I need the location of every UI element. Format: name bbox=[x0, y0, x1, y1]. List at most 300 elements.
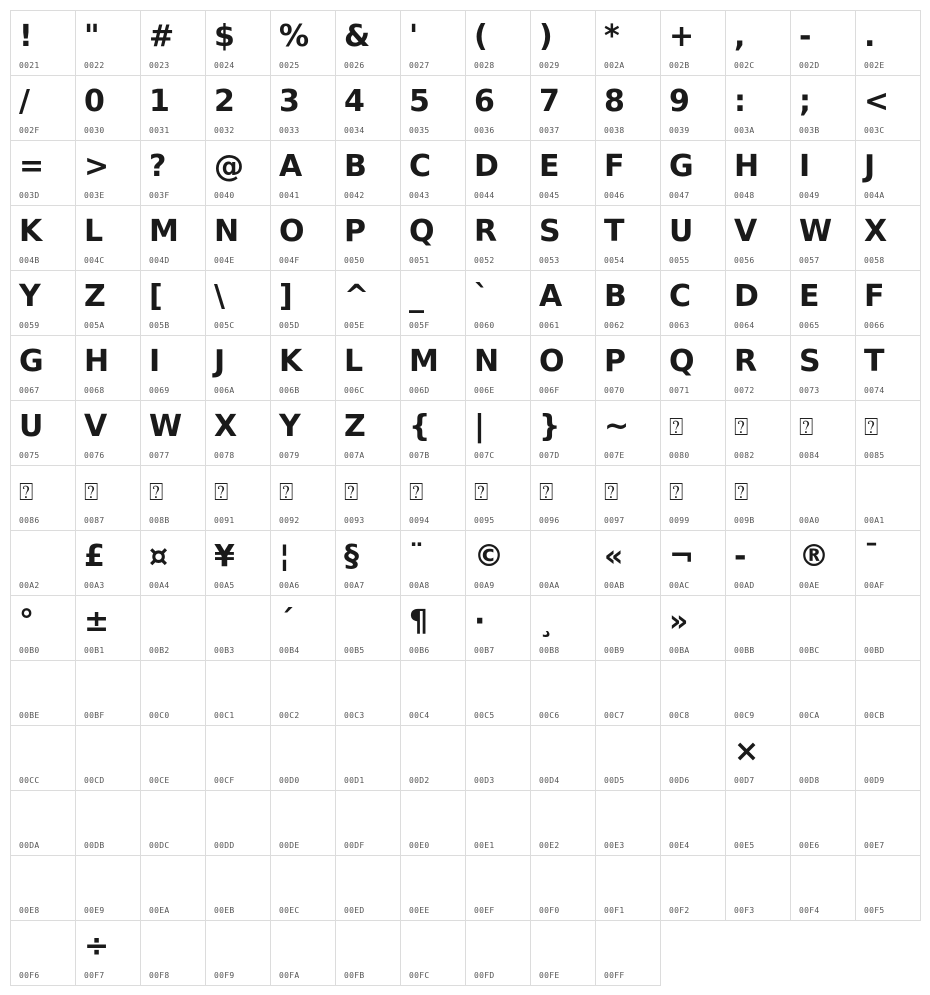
glyph-preview: « bbox=[604, 539, 624, 574]
glyph-preview: T bbox=[864, 344, 885, 379]
glyph-code-label: 0023 bbox=[149, 61, 170, 70]
glyph-preview: K bbox=[279, 344, 303, 379]
glyph-code-label: 00CE bbox=[149, 776, 170, 785]
glyph-preview: 3 bbox=[279, 84, 300, 119]
glyph-preview: T bbox=[604, 214, 625, 249]
glyph-preview: < bbox=[864, 84, 890, 119]
glyph-code-label: 0059 bbox=[19, 321, 40, 330]
glyph-cell bbox=[660, 205, 726, 271]
glyph-code-label: 00BF bbox=[84, 711, 105, 720]
glyph-preview: { bbox=[409, 409, 431, 444]
glyph-code-label: 00E2 bbox=[539, 841, 560, 850]
glyph-cell bbox=[270, 400, 336, 466]
glyph-code-label: 00B5 bbox=[344, 646, 365, 655]
glyph-code-label: 00EB bbox=[214, 906, 235, 915]
glyph-code-label: 0080 bbox=[669, 451, 690, 460]
glyph-code-label: 00B6 bbox=[409, 646, 430, 655]
glyph-cell bbox=[140, 920, 206, 986]
glyph-code-label: 00A7 bbox=[344, 581, 365, 590]
glyph-cell bbox=[855, 10, 921, 76]
glyph-cell bbox=[140, 205, 206, 271]
glyph-cell bbox=[725, 465, 791, 531]
glyph-code-label: 00CF bbox=[214, 776, 235, 785]
glyph-code-label: 005E bbox=[344, 321, 365, 330]
glyph-code-label: 0077 bbox=[149, 451, 170, 460]
glyph-cell bbox=[10, 530, 76, 596]
glyph-cell bbox=[400, 140, 466, 206]
glyph-code-label: 00C4 bbox=[409, 711, 430, 720]
glyph-code-label: 0068 bbox=[84, 386, 105, 395]
glyph-code-label: 0040 bbox=[214, 191, 235, 200]
glyph-cell bbox=[335, 920, 401, 986]
glyph-code-label: 00ED bbox=[344, 906, 365, 915]
glyph-preview: ⍰ bbox=[604, 478, 619, 506]
glyph-preview: " bbox=[84, 19, 100, 54]
glyph-cell bbox=[660, 790, 726, 856]
glyph-preview: C bbox=[409, 149, 432, 184]
glyph-code-label: 00D5 bbox=[604, 776, 625, 785]
glyph-cell bbox=[790, 270, 856, 336]
glyph-preview: 0 bbox=[84, 84, 105, 119]
glyph-preview: ⍰ bbox=[344, 478, 359, 506]
glyph-code-label: 0055 bbox=[669, 256, 690, 265]
glyph-preview: H bbox=[84, 344, 110, 379]
glyph-cell bbox=[660, 335, 726, 401]
glyph-preview: ~ bbox=[604, 409, 630, 444]
glyph-code-label: 00F4 bbox=[799, 906, 820, 915]
glyph-code-label: 0072 bbox=[734, 386, 755, 395]
glyph-cell bbox=[530, 790, 596, 856]
glyph-cell bbox=[335, 530, 401, 596]
glyph-preview: I bbox=[799, 149, 811, 184]
glyph-code-label: 0084 bbox=[799, 451, 820, 460]
glyph-cell bbox=[465, 920, 531, 986]
glyph-code-label: 005B bbox=[149, 321, 170, 330]
glyph-preview: ⍰ bbox=[474, 478, 489, 506]
glyph-code-label: 0043 bbox=[409, 191, 430, 200]
glyph-preview: ¬ bbox=[669, 539, 695, 574]
glyph-code-label: 00F1 bbox=[604, 906, 625, 915]
glyph-code-label: 005F bbox=[409, 321, 430, 330]
glyph-preview: F bbox=[864, 279, 885, 314]
glyph-code-label: 00DE bbox=[279, 841, 300, 850]
glyph-preview: ⍰ bbox=[539, 478, 554, 506]
glyph-cell bbox=[660, 660, 726, 726]
glyph-cell bbox=[855, 75, 921, 141]
glyph-cell bbox=[335, 660, 401, 726]
glyph-preview: _ bbox=[409, 279, 424, 314]
glyph-cell bbox=[660, 530, 726, 596]
glyph-code-label: 00EC bbox=[279, 906, 300, 915]
glyph-cell bbox=[790, 660, 856, 726]
glyph-cell bbox=[855, 530, 921, 596]
glyph-preview: ¥ bbox=[214, 539, 235, 574]
glyph-cell bbox=[660, 595, 726, 661]
glyph-code-label: 0026 bbox=[344, 61, 365, 70]
glyph-preview: V bbox=[84, 409, 108, 444]
glyph-code-label: 00B8 bbox=[539, 646, 560, 655]
glyph-code-label: 00C2 bbox=[279, 711, 300, 720]
glyph-cell bbox=[205, 855, 271, 921]
glyph-cell bbox=[465, 205, 531, 271]
glyph-cell bbox=[270, 335, 336, 401]
glyph-cell bbox=[595, 790, 661, 856]
glyph-preview: ⍰ bbox=[669, 413, 684, 441]
glyph-code-label: 0093 bbox=[344, 516, 365, 525]
glyph-cell bbox=[660, 75, 726, 141]
glyph-code-label: 0092 bbox=[279, 516, 300, 525]
glyph-code-label: 004A bbox=[864, 191, 885, 200]
glyph-code-label: 0033 bbox=[279, 126, 300, 135]
glyph-cell bbox=[400, 400, 466, 466]
glyph-cell bbox=[660, 140, 726, 206]
glyph-code-label: 005A bbox=[84, 321, 105, 330]
glyph-preview: . bbox=[864, 19, 876, 54]
glyph-code-label: 0079 bbox=[279, 451, 300, 460]
glyph-cell bbox=[530, 725, 596, 791]
glyph-code-label: 0042 bbox=[344, 191, 365, 200]
glyph-cell bbox=[270, 595, 336, 661]
glyph-cell bbox=[270, 205, 336, 271]
glyph-preview: Q bbox=[409, 214, 435, 249]
glyph-preview: > bbox=[84, 149, 110, 184]
glyph-code-label: 004B bbox=[19, 256, 40, 265]
glyph-cell bbox=[75, 530, 141, 596]
glyph-cell bbox=[75, 10, 141, 76]
glyph-preview: | bbox=[474, 409, 485, 444]
glyph-cell bbox=[595, 270, 661, 336]
glyph-cell bbox=[10, 10, 76, 76]
glyph-preview: ® bbox=[799, 539, 829, 574]
glyph-cell bbox=[205, 530, 271, 596]
glyph-code-label: 00F2 bbox=[669, 906, 690, 915]
glyph-code-label: 00F3 bbox=[734, 906, 755, 915]
glyph-preview: ÷ bbox=[84, 929, 110, 964]
glyph-code-label: 00F5 bbox=[864, 906, 885, 915]
glyph-code-label: 00CB bbox=[864, 711, 885, 720]
glyph-code-label: 0046 bbox=[604, 191, 625, 200]
glyph-cell bbox=[10, 660, 76, 726]
glyph-cell bbox=[335, 140, 401, 206]
glyph-code-label: 0054 bbox=[604, 256, 625, 265]
glyph-code-label: 002F bbox=[19, 126, 40, 135]
glyph-code-label: 00A8 bbox=[409, 581, 430, 590]
glyph-code-label: 0066 bbox=[864, 321, 885, 330]
glyph-cell bbox=[855, 465, 921, 531]
glyph-cell bbox=[855, 205, 921, 271]
glyph-code-label: 0075 bbox=[19, 451, 40, 460]
glyph-cell bbox=[335, 465, 401, 531]
glyph-cell bbox=[790, 530, 856, 596]
glyph-code-label: 0062 bbox=[604, 321, 625, 330]
glyph-preview: P bbox=[344, 214, 366, 249]
glyph-cell bbox=[140, 270, 206, 336]
glyph-code-label: 005D bbox=[279, 321, 300, 330]
glyph-cell bbox=[270, 465, 336, 531]
glyph-code-label: 003D bbox=[19, 191, 40, 200]
glyph-code-label: 0076 bbox=[84, 451, 105, 460]
glyph-code-label: 00F9 bbox=[214, 971, 235, 980]
glyph-preview: ¤ bbox=[149, 539, 169, 574]
glyph-cell bbox=[855, 855, 921, 921]
glyph-code-label: 00E1 bbox=[474, 841, 495, 850]
glyph-preview: U bbox=[19, 409, 44, 444]
glyph-code-label: 00FA bbox=[279, 971, 300, 980]
glyph-cell bbox=[465, 790, 531, 856]
glyph-preview: P bbox=[604, 344, 626, 379]
glyph-code-label: 0053 bbox=[539, 256, 560, 265]
glyph-cell bbox=[595, 595, 661, 661]
glyph-cell bbox=[75, 790, 141, 856]
glyph-code-label: 004C bbox=[84, 256, 105, 265]
glyph-preview: : bbox=[734, 84, 746, 119]
glyph-cell bbox=[855, 660, 921, 726]
glyph-code-label: 0070 bbox=[604, 386, 625, 395]
glyph-code-label: 00C8 bbox=[669, 711, 690, 720]
glyph-preview: W bbox=[149, 409, 183, 444]
glyph-code-label: 002D bbox=[799, 61, 820, 70]
glyph-cell bbox=[465, 530, 531, 596]
glyph-code-label: 003B bbox=[799, 126, 820, 135]
glyph-cell bbox=[465, 75, 531, 141]
glyph-cell bbox=[855, 335, 921, 401]
glyph-cell bbox=[270, 660, 336, 726]
glyph-cell bbox=[75, 205, 141, 271]
glyph-cell bbox=[400, 205, 466, 271]
glyph-cell bbox=[530, 660, 596, 726]
glyph-code-label: 0047 bbox=[669, 191, 690, 200]
glyph-preview: 8 bbox=[604, 84, 625, 119]
glyph-cell bbox=[660, 10, 726, 76]
glyph-code-label: 00B9 bbox=[604, 646, 625, 655]
glyph-cell bbox=[725, 400, 791, 466]
glyph-cell bbox=[855, 790, 921, 856]
glyph-code-label: 00D1 bbox=[344, 776, 365, 785]
glyph-code-label: 00CA bbox=[799, 711, 820, 720]
glyph-cell bbox=[725, 10, 791, 76]
glyph-cell bbox=[140, 335, 206, 401]
glyph-code-label: 00E8 bbox=[19, 906, 40, 915]
glyph-code-label: 0064 bbox=[734, 321, 755, 330]
glyph-preview: ] bbox=[279, 279, 293, 314]
glyph-code-label: 004F bbox=[279, 256, 300, 265]
glyph-cell bbox=[400, 790, 466, 856]
glyph-code-label: 00BB bbox=[734, 646, 755, 655]
glyph-code-label: 00A4 bbox=[149, 581, 170, 590]
glyph-cell bbox=[140, 140, 206, 206]
glyph-code-label: 004E bbox=[214, 256, 235, 265]
glyph-code-label: 00B4 bbox=[279, 646, 300, 655]
glyph-preview: S bbox=[799, 344, 821, 379]
glyph-code-label: 00E6 bbox=[799, 841, 820, 850]
glyph-preview: ´ bbox=[279, 604, 294, 639]
glyph-code-label: 006B bbox=[279, 386, 300, 395]
glyph-cell bbox=[140, 660, 206, 726]
glyph-cell bbox=[790, 465, 856, 531]
glyph-cell bbox=[725, 725, 791, 791]
glyph-preview: $ bbox=[214, 19, 235, 54]
glyph-cell bbox=[465, 140, 531, 206]
glyph-code-label: 0087 bbox=[84, 516, 105, 525]
glyph-cell bbox=[660, 855, 726, 921]
glyph-code-label: 00C3 bbox=[344, 711, 365, 720]
glyph-preview: ⍰ bbox=[214, 478, 229, 506]
glyph-cell bbox=[205, 595, 271, 661]
glyph-cell bbox=[725, 790, 791, 856]
glyph-cell bbox=[205, 335, 271, 401]
glyph-preview: H bbox=[734, 149, 760, 184]
glyph-cell bbox=[660, 465, 726, 531]
glyph-preview: W bbox=[799, 214, 833, 249]
glyph-code-label: 00FE bbox=[539, 971, 560, 980]
glyph-preview: N bbox=[474, 344, 500, 379]
glyph-code-label: 00FD bbox=[474, 971, 495, 980]
glyph-cell bbox=[465, 855, 531, 921]
glyph-preview: ⍰ bbox=[84, 478, 99, 506]
glyph-preview: ⍰ bbox=[19, 478, 34, 506]
glyph-code-label: 00B0 bbox=[19, 646, 40, 655]
glyph-code-label: 008B bbox=[149, 516, 170, 525]
glyph-code-label: 0035 bbox=[409, 126, 430, 135]
glyph-cell bbox=[855, 140, 921, 206]
glyph-preview: N bbox=[214, 214, 240, 249]
glyph-cell bbox=[140, 465, 206, 531]
glyph-cell bbox=[335, 595, 401, 661]
glyph-preview: · bbox=[474, 604, 486, 639]
glyph-cell bbox=[790, 75, 856, 141]
glyph-cell bbox=[530, 205, 596, 271]
glyph-cell bbox=[335, 10, 401, 76]
glyph-code-label: 0049 bbox=[799, 191, 820, 200]
glyph-preview: L bbox=[84, 214, 104, 249]
glyph-code-label: 00C6 bbox=[539, 711, 560, 720]
glyph-preview: V bbox=[734, 214, 758, 249]
glyph-preview: ⍰ bbox=[669, 478, 684, 506]
glyph-preview: ¦ bbox=[279, 539, 290, 574]
glyph-code-label: 00D6 bbox=[669, 776, 690, 785]
glyph-preview: 6 bbox=[474, 84, 495, 119]
glyph-code-label: 00BC bbox=[799, 646, 820, 655]
glyph-code-label: 00DA bbox=[19, 841, 40, 850]
glyph-preview: J bbox=[214, 344, 226, 379]
glyph-preview: E bbox=[799, 279, 820, 314]
glyph-cell bbox=[725, 660, 791, 726]
glyph-cell bbox=[400, 855, 466, 921]
glyph-code-label: 0097 bbox=[604, 516, 625, 525]
glyph-cell bbox=[530, 855, 596, 921]
glyph-cell bbox=[335, 725, 401, 791]
glyph-preview: Y bbox=[279, 409, 301, 444]
glyph-code-label: 00E4 bbox=[669, 841, 690, 850]
glyph-cell bbox=[400, 75, 466, 141]
glyph-preview: ^ bbox=[344, 279, 370, 314]
glyph-cell bbox=[790, 725, 856, 791]
glyph-code-label: 0050 bbox=[344, 256, 365, 265]
glyph-code-label: 0037 bbox=[539, 126, 560, 135]
glyph-code-label: 00A3 bbox=[84, 581, 105, 590]
glyph-code-label: 002E bbox=[864, 61, 885, 70]
glyph-cell bbox=[205, 270, 271, 336]
glyph-cell bbox=[530, 400, 596, 466]
glyph-code-label: 00D0 bbox=[279, 776, 300, 785]
glyph-preview: Q bbox=[669, 344, 695, 379]
glyph-cell bbox=[530, 530, 596, 596]
glyph-code-label: 0032 bbox=[214, 126, 235, 135]
glyph-code-label: 0086 bbox=[19, 516, 40, 525]
glyph-cell bbox=[790, 595, 856, 661]
glyph-code-label: 00D3 bbox=[474, 776, 495, 785]
glyph-code-label: 006C bbox=[344, 386, 365, 395]
glyph-code-label: 0051 bbox=[409, 256, 430, 265]
glyph-preview: J bbox=[864, 149, 876, 184]
glyph-preview: B bbox=[604, 279, 627, 314]
glyph-code-label: 00BD bbox=[864, 646, 885, 655]
glyph-cell bbox=[400, 920, 466, 986]
glyph-code-label: 0039 bbox=[669, 126, 690, 135]
glyph-cell bbox=[725, 335, 791, 401]
glyph-code-label: 0031 bbox=[149, 126, 170, 135]
glyph-cell bbox=[10, 725, 76, 791]
glyph-cell bbox=[270, 855, 336, 921]
glyph-cell bbox=[790, 400, 856, 466]
glyph-preview: = bbox=[19, 149, 45, 184]
glyph-cell bbox=[400, 725, 466, 791]
glyph-cell bbox=[595, 400, 661, 466]
glyph-code-label: 00DF bbox=[344, 841, 365, 850]
glyph-preview: ⍰ bbox=[734, 413, 749, 441]
glyph-code-label: 003A bbox=[734, 126, 755, 135]
glyph-code-label: 0038 bbox=[604, 126, 625, 135]
glyph-cell bbox=[725, 75, 791, 141]
glyph-code-label: 0045 bbox=[539, 191, 560, 200]
glyph-code-label: 00B2 bbox=[149, 646, 170, 655]
glyph-cell bbox=[140, 400, 206, 466]
glyph-preview: S bbox=[539, 214, 561, 249]
glyph-code-label: 00BE bbox=[19, 711, 40, 720]
glyph-preview: Y bbox=[19, 279, 41, 314]
glyph-code-label: 00FC bbox=[409, 971, 430, 980]
glyph-preview: 1 bbox=[149, 84, 170, 119]
glyph-cell bbox=[205, 790, 271, 856]
glyph-cell bbox=[465, 660, 531, 726]
glyph-cell bbox=[790, 10, 856, 76]
glyph-preview: ' bbox=[409, 19, 419, 54]
glyph-cell bbox=[530, 595, 596, 661]
glyph-cell bbox=[465, 335, 531, 401]
glyph-preview: - bbox=[734, 539, 747, 574]
glyph-code-label: 0071 bbox=[669, 386, 690, 395]
glyph-cell bbox=[205, 205, 271, 271]
glyph-cell bbox=[335, 205, 401, 271]
glyph-cell bbox=[595, 725, 661, 791]
glyph-code-label: 0073 bbox=[799, 386, 820, 395]
glyph-preview: D bbox=[734, 279, 759, 314]
glyph-cell bbox=[595, 855, 661, 921]
glyph-cell bbox=[595, 75, 661, 141]
glyph-preview: 4 bbox=[344, 84, 365, 119]
glyph-preview: § bbox=[344, 539, 359, 574]
glyph-code-label: 0067 bbox=[19, 386, 40, 395]
glyph-cell bbox=[595, 660, 661, 726]
glyph-cell bbox=[205, 400, 271, 466]
glyph-cell bbox=[140, 595, 206, 661]
glyph-preview: ¯ bbox=[864, 539, 879, 574]
glyph-preview: O bbox=[279, 214, 305, 249]
glyph-preview: F bbox=[604, 149, 625, 184]
glyph-preview: / bbox=[19, 84, 30, 119]
glyph-preview: 7 bbox=[539, 84, 560, 119]
glyph-cell bbox=[205, 920, 271, 986]
